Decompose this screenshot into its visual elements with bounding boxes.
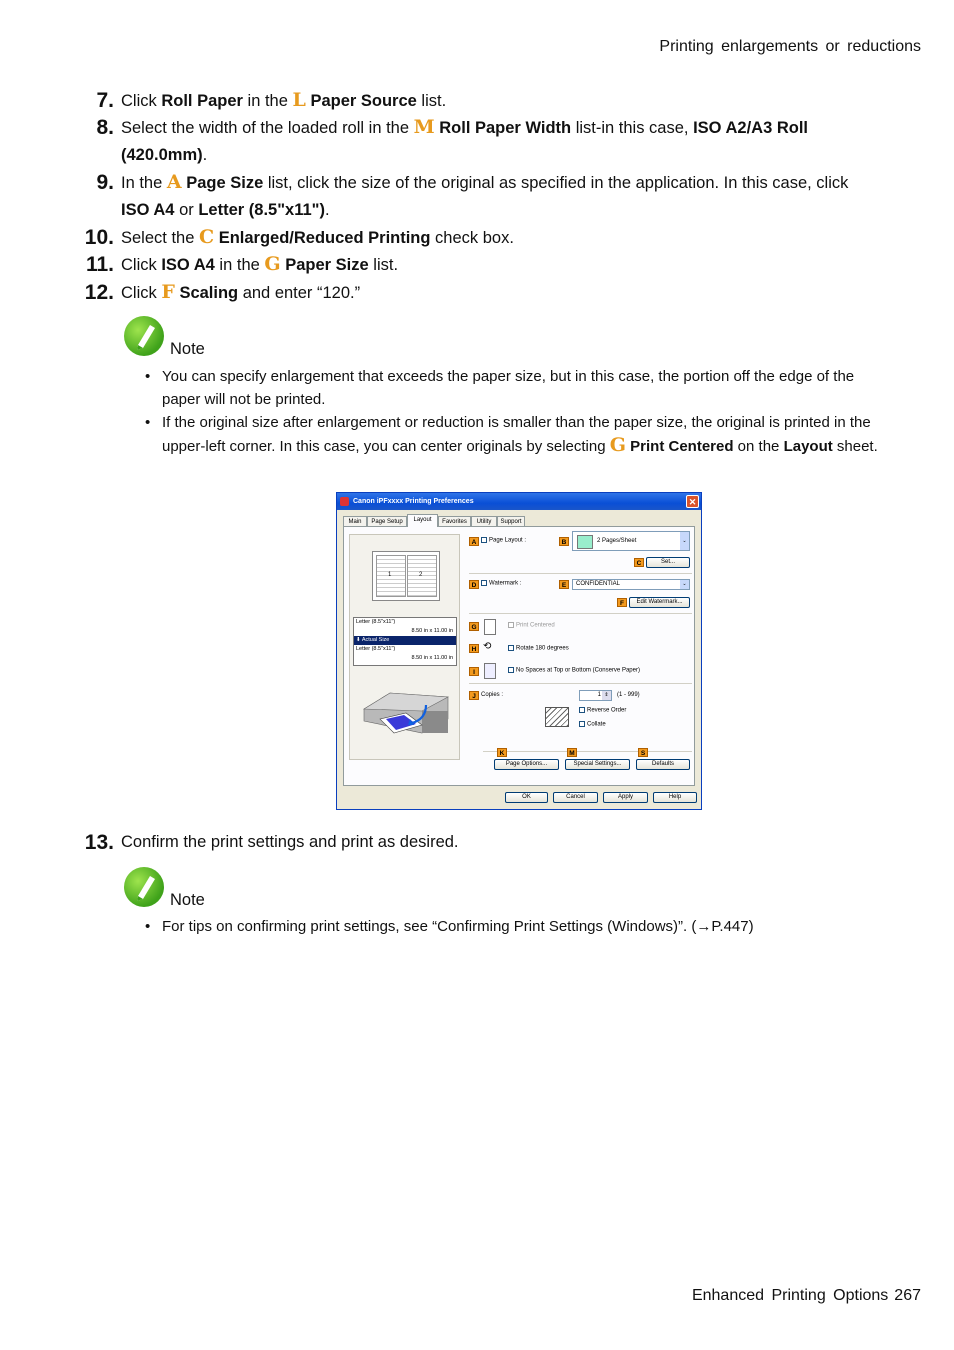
layout-thumb-icon	[577, 535, 593, 549]
label-a: A	[469, 537, 479, 546]
chapter-title: Enhanced Printing Options	[691, 1287, 889, 1304]
layout-panel	[343, 526, 695, 786]
arrow-down-icon: ⬇	[356, 637, 362, 643]
reverse-order-checkbox[interactable]: Reverse Order	[579, 707, 626, 714]
label-s: S	[638, 748, 648, 757]
tab-support[interactable]: Support	[497, 516, 525, 526]
defaults-button[interactable]: Defaults	[636, 759, 690, 770]
pencil-check-icon	[124, 867, 164, 907]
note-label: Note	[170, 891, 205, 909]
help-button[interactable]: Help	[653, 792, 697, 803]
note-bullets	[145, 365, 885, 458]
printing-preferences-dialog	[336, 492, 702, 810]
ok-button[interactable]: OK	[505, 792, 548, 803]
step-number: 8.	[96, 116, 114, 139]
page-layout-select[interactable]: 2 Pages/Sheet ⌄	[572, 531, 690, 551]
page-layout-checkbox[interactable]: Page Layout :	[481, 537, 526, 544]
label-e: E	[559, 580, 569, 589]
step-number: 11.	[85, 253, 114, 276]
callout-key-f: F	[161, 281, 175, 303]
step-8: 8. Select the width of the loaded roll in the M Roll Paper Width list-in this case, ISO A2/A3 Roll (420.0mm).	[78, 114, 878, 169]
label-m: M	[567, 748, 577, 757]
edit-watermark-button[interactable]: Edit Watermark...	[629, 597, 690, 608]
printer-app-icon	[340, 497, 349, 506]
note-label: Note	[170, 340, 205, 358]
copies-label: Copies :	[481, 692, 504, 698]
step-number: 12.	[84, 281, 114, 304]
tab-utility[interactable]: Utility	[471, 516, 497, 526]
label-h: H	[469, 644, 479, 653]
callout-key-g: G	[264, 253, 281, 275]
label-b: B	[559, 537, 569, 546]
note-bullet: • If the original size after enlargement or reduction is smaller than the paper size, the original is printed in the upper-left corner. In this case, you can center originals by selecting G Print Centered on the Layout sheet.	[145, 411, 885, 458]
note-bullet: • For tips on confirming print settings, see “Confirming Print Settings (Windows)”. (→P.447)	[145, 915, 885, 938]
label-f: F	[617, 598, 627, 607]
print-centered-icon	[484, 619, 496, 635]
callout-key-m: M	[413, 116, 435, 138]
print-centered-checkbox[interactable]: Print Centered	[508, 622, 555, 629]
no-spaces-checkbox[interactable]: No Spaces at Top or Bottom (Conserve Paper)	[508, 667, 640, 674]
page-number: 267	[894, 1287, 921, 1304]
label-d: D	[469, 580, 479, 589]
no-spaces-icon	[484, 663, 496, 679]
pencil-check-icon	[124, 316, 164, 356]
copies-stepper[interactable]: 1 ⇕	[579, 690, 612, 701]
printer-illustration	[360, 675, 452, 735]
layout-preview: 1 2	[372, 551, 440, 601]
tab-favorites[interactable]: Favorites	[438, 516, 471, 526]
page-header: Printing enlargements or reductions	[659, 38, 921, 55]
cancel-button[interactable]: Cancel	[553, 792, 598, 803]
step-7: 7. Click Roll Paper in the L Paper Source list.	[78, 87, 878, 115]
label-c: C	[634, 558, 644, 567]
step-number: 10.	[84, 226, 114, 249]
step-10: 10. Select the C Enlarged/Reduced Printing check box.	[78, 224, 878, 252]
copies-range: (1 - 999)	[617, 692, 640, 698]
tab-layout[interactable]: Layout	[407, 514, 438, 527]
label-g: G	[469, 622, 479, 631]
copies-stack-icon	[545, 707, 569, 727]
callout-key-c: C	[198, 226, 215, 248]
note-bullets	[145, 915, 885, 938]
callout-key-g: G	[609, 434, 626, 456]
set-button[interactable]: Set...	[646, 557, 690, 568]
step-13: 13. Confirm the print settings and print as desired.	[78, 829, 878, 856]
rotate-icon: ⟲	[483, 641, 492, 652]
step-12: 12. Click F Scaling and enter “120.”	[78, 279, 878, 307]
step-11: 11. Click ISO A4 in the G Paper Size list.	[78, 251, 878, 279]
collate-checkbox[interactable]: Collate	[579, 721, 606, 728]
page-options-button[interactable]: Page Options...	[494, 759, 559, 770]
dialog-titlebar: Canon iPFxxxx Printing Preferences ✕	[337, 493, 701, 510]
step-number: 13.	[84, 831, 114, 854]
preview-pane	[349, 534, 460, 760]
special-settings-button[interactable]: Special Settings...	[565, 759, 630, 770]
page-footer	[692, 1287, 921, 1305]
callout-key-l: L	[292, 89, 306, 111]
label-k: K	[497, 748, 507, 757]
tab-main[interactable]: Main	[343, 516, 367, 526]
watermark-select[interactable]: CONFIDENTIAL ⌄	[572, 579, 690, 590]
tab-page-setup[interactable]: Page Setup	[367, 516, 407, 526]
note-bullet: • You can specify enlargement that exceeds the paper size, but in this case, the portion off the edge of the paper will not be printed.	[145, 365, 885, 411]
size-info-box: Letter (8.5"x11") 8.50 in x 11.00 in ⬇ Actual Size Letter (8.5"x11") 8.50 in x 11.00 in	[353, 617, 457, 666]
apply-button[interactable]: Apply	[603, 792, 648, 803]
callout-key-a: A	[166, 171, 182, 193]
rotate-checkbox[interactable]: Rotate 180 degrees	[508, 645, 569, 652]
close-icon[interactable]: ✕	[686, 495, 699, 508]
step-number: 9.	[96, 171, 114, 194]
label-i: I	[469, 667, 479, 676]
watermark-checkbox[interactable]: Watermark :	[481, 580, 521, 587]
label-j: J	[469, 691, 479, 700]
checkbox-checked-icon	[481, 537, 487, 543]
step-number: 7.	[96, 89, 114, 112]
step-9: 9. In the A Page Size list, click the size of the original as specified in the application. In this case, click ISO A4 or Letter (8.5"x11").	[78, 169, 878, 224]
